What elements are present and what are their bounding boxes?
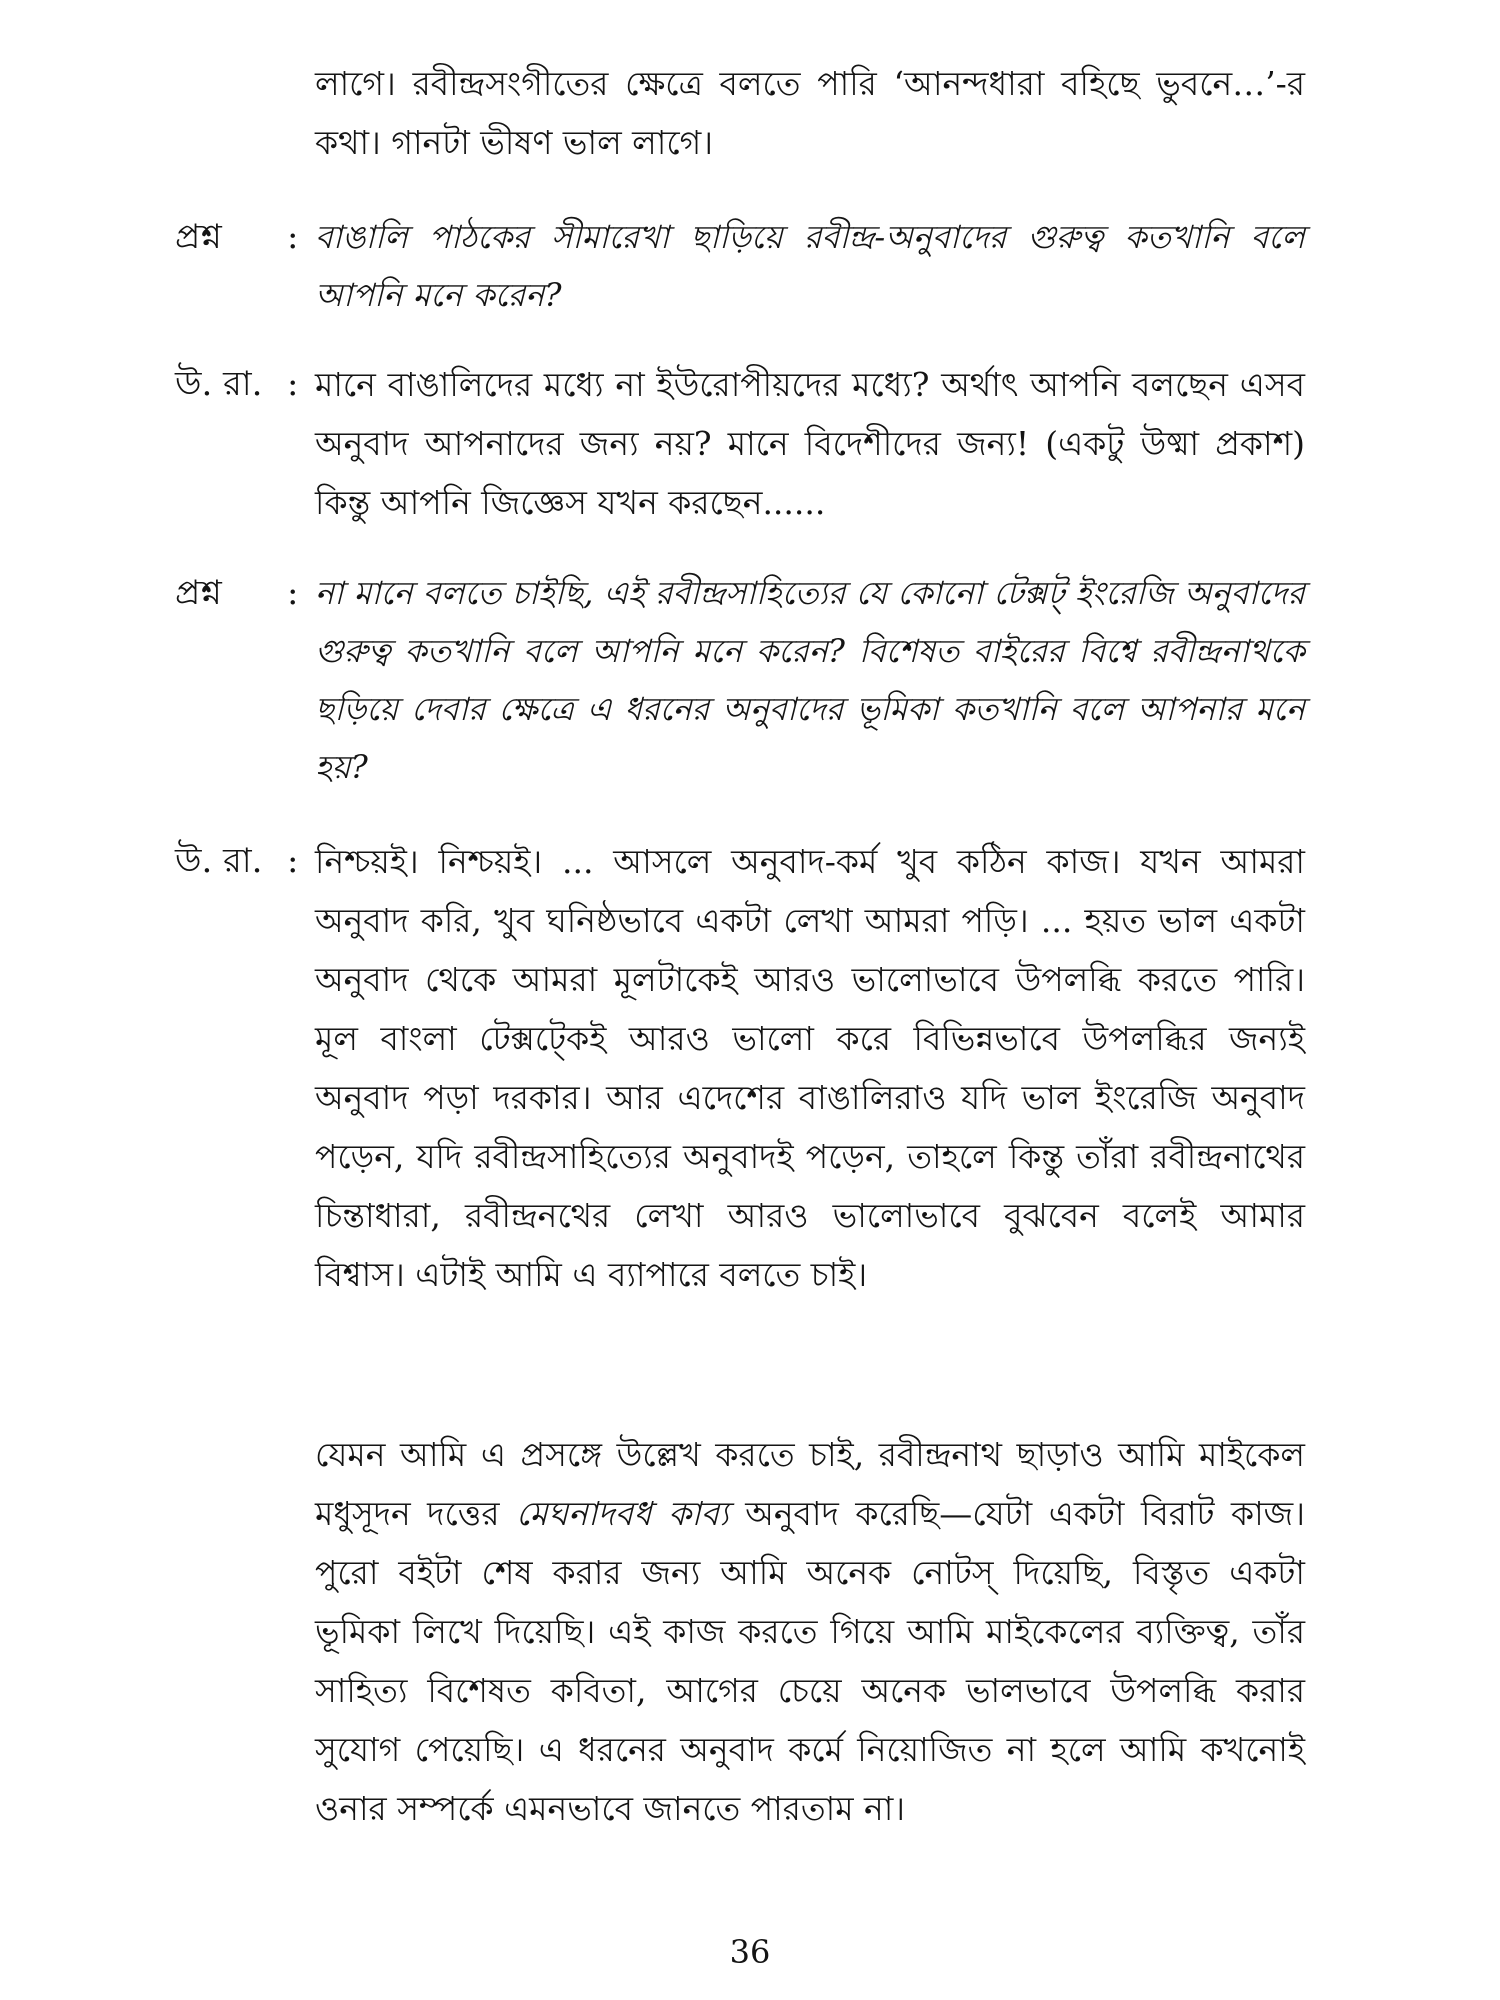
- paragraph-text: লাগে। রবীন্দ্রসংগীতের ক্ষেত্রে বলতে পারি ‘আনন্দধারা বহিছে ভুবনে…’-র কথা। গানটা ভীষণ ভাল লাগে।: [315, 64, 1305, 162]
- question-2: [175, 564, 1305, 796]
- paragraph-continuation: [175, 54, 1305, 172]
- speaker-colon: :: [287, 217, 299, 257]
- speaker-label: উ. রা.: [175, 364, 263, 404]
- speaker-label: উ. রা.: [175, 841, 263, 881]
- answer-text: নিশ্চয়ই। নিশ্চয়ই। ... আসলে অনুবাদ-কর্ম খুব কঠিন কাজ। যখন আমরা অনুবাদ করি, খুব ঘনিষ্ঠভাবে একটা লেখা আমরা পড়ি। ... হয়ত ভাল একটা অনুবাদ থেকে আমরা মূলটাকেই আরও ভালোভাবে উপলব্ধি করতে পারি। মূল বাংলা টেক্সট্কেই আরও ভালো করে বিভিন্নভাবে উপলব্ধির জন্যই অনুবাদ পড়া দরকার। আর এদেশের বাঙালিরাও যদি ভাল ইংরেজি অনুবাদ পড়েন, যদি রবীন্দ্রসাহিত্যের অনুবাদই পড়েন, তাহলে কিন্তু তাঁরা রবীন্দ্রনাথের চিন্তাধারা, রবীন্দ্রনথের লেখা আরও ভালোভাবে বুঝবেন বলেই আমার বিশ্বাস। এটাই আমি এ ব্যাপারে বলতে চাই।: [315, 842, 1305, 1294]
- question-text: বাঙালি পাঠকের সীমারেখা ছাড়িয়ে রবীন্দ্র-অনুবাদের গুরুত্ব কতখানি বলে আপনি মনে করেন?: [315, 218, 1305, 314]
- answer-text: মানে বাঙালিদের মধ্যে না ইউরোপীয়দের মধ্যে? অর্থাৎ আপনি বলছেন এসব অনুবাদ আপনাদের জন্য নয়? মানে বিদেশীদের জন্য! (একটু উষ্মা প্রকাশ) কিন্তু আপনি জিজ্ঞেস যখন করছেন......: [315, 365, 1305, 522]
- speaker-label: প্রশ্ন: [175, 217, 222, 257]
- answer-2: [175, 832, 1305, 1304]
- answer-2-continuation: [175, 1425, 1305, 1838]
- book-title: মেঘনাদবধ কাব্য: [516, 1494, 729, 1533]
- question-1: [175, 208, 1305, 324]
- page-number: 36: [729, 1933, 771, 1971]
- speaker-label: প্রশ্ন: [175, 573, 222, 613]
- answer-text-part: যেমন আমি এ প্রসঙ্গে উল্লেখ করতে চাই, রবীন্দ্রনাথ ছাড়াও আমি মাইকেল মধুসূদন দত্তের: [315, 1435, 1305, 1533]
- speaker-colon: :: [287, 841, 299, 881]
- question-text: না মানে বলতে চাইছি, এই রবীন্দ্রসাহিত্যের যে কোনো টেক্সট্ ইংরেজি অনুবাদের গুরুত্ব কতখানি বলে আপনি মনে করেন? বিশেষত বাইরের বিশ্বে রবীন্দ্রনাথকে ছড়িয়ে দেবার ক্ষেত্রে এ ধরনের অনুবাদের ভূমিকা কতখানি বলে আপনার মনে হয়?: [315, 574, 1305, 786]
- speaker-colon: :: [287, 364, 299, 404]
- answer-text-part: অনুবাদ করেছি—যেটা একটা বিরাট কাজ। পুরো বইটা শেষ করার জন্য আমি অনেক নোটস্ দিয়েছি, বিস্তৃত একটা ভূমিকা লিখে দিয়েছি। এই কাজ করতে গিয়ে আমি মাইকেলের ব্যক্তিত্ব, তাঁর সাহিত্য বিশেষত কবিতা, আগের চেয়ে অনেক ভালভাবে উপলব্ধি করার সুযোগ পেয়েছি। এ ধরনের অনুবাদ কর্মে নিয়োজিত না হলে আমি কখনোই ওনার সম্পর্কে এমনভাবে জানতে পারতাম না।: [315, 1494, 1306, 1828]
- speaker-colon: :: [287, 573, 299, 613]
- answer-text: [315, 1425, 1305, 1838]
- answer-1: [175, 355, 1305, 532]
